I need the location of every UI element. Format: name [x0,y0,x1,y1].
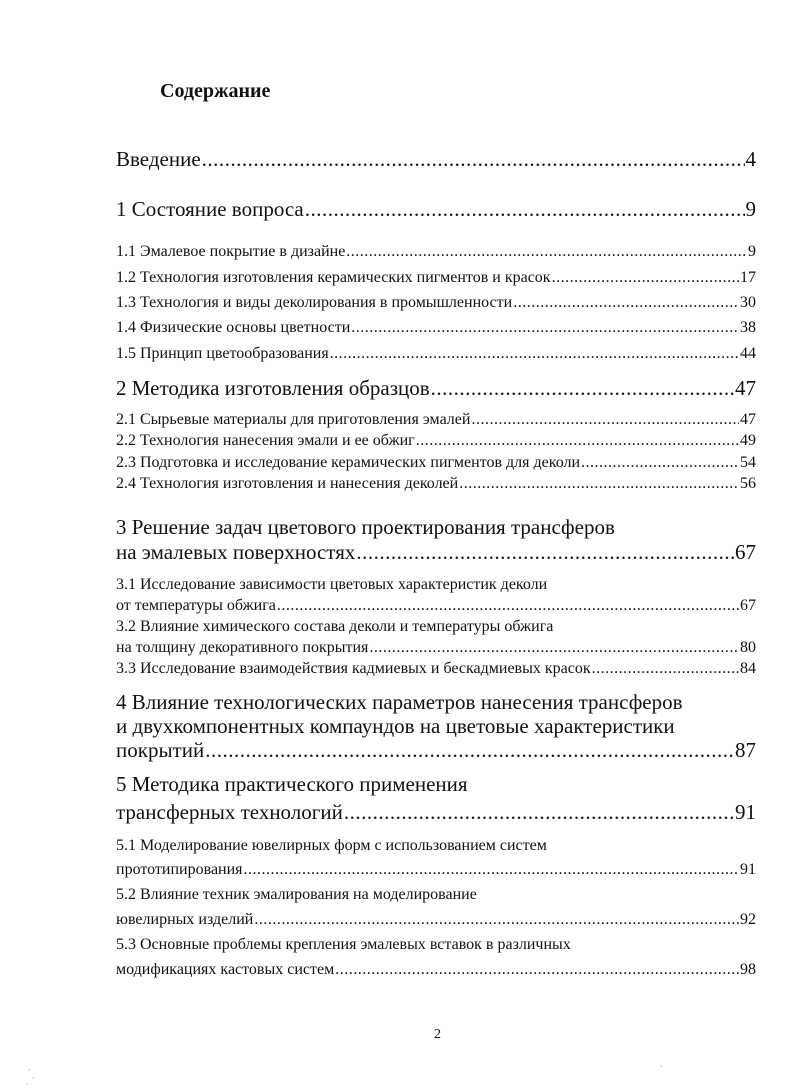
toc-entry-line: 5.3 Основные проблемы крепления эмалевых вставок в различных [116,936,571,953]
leader-dots [244,862,739,878]
toc-entry: 1 Состояние вопроса ..... 9 [116,199,756,220]
toc-entry-line: 3.2 Влияние химического состава деколи и температуры обжига [116,618,554,635]
toc-entry: 1.2 Технология изготовления керамических пигментов и красок ..... 17 [116,270,756,286]
leader-dots [305,199,745,220]
leader-dots [205,740,734,761]
toc-entry: модификациях кастовых систем ..... 98 [116,962,756,978]
scan-speck: · [26,1080,29,1089]
toc-entry: 1.4 Физические основы цветности ..... 38 [116,320,756,336]
toc-entry: Введение ..... 4 [116,149,756,170]
toc-entry: 3.3 Исследование взаимодействия кадмиевых и бескадмиевых красок ..... 84 [116,661,756,677]
leader-dots [581,455,739,471]
scan-speck: · [660,1062,663,1071]
leader-dots [277,598,739,614]
toc-entry: 2 Методика изготовления образцов ..... 47 [116,378,756,399]
toc-entry: 2.3 Подготовка и исследование керамических пигментов для деколи ..... 54 [116,455,756,471]
toc-entry: 1.3 Технология и виды деколирования в промышленности ..... 30 [116,295,756,311]
leader-dots [513,295,739,311]
leader-dots [346,244,747,260]
toc-entry: покрытий ..... 87 [116,740,756,761]
toc-entry: 2.1 Сырьевые материалы для приготовления эмалей ..... 47 [116,412,756,428]
toc-entry-line: 4 Влияние технологических параметров нанесения трансферов [116,690,683,714]
toc-entry: 1.5 Принцип цветообразования ..... 44 [116,346,756,362]
leader-dots [344,802,734,823]
toc-entry-line: 5.2 Влияние техник эмалирования на моделирование [116,886,477,903]
page-number: 2 [434,1027,441,1042]
toc-entry: 2.4 Технология изготовления и нанесения деколей ..... 56 [116,476,756,492]
toc-entry-line: 5.1 Моделирование ювелирных форм с использованием систем [116,837,547,854]
leader-dots [552,270,739,286]
toc-entry: от температуры обжига ..... 67 [116,598,756,614]
toc-entry-line: 3.1 Исследование зависимости цветовых характеристик деколи [116,576,548,593]
leader-dots [431,378,734,399]
scan-speck: · [28,1066,31,1075]
leader-dots [351,320,739,336]
toc-entry: трансферных технологий ..... 91 [116,802,756,823]
scan-speck: · [32,1074,35,1083]
toc-entry-line: 3 Решение задач цветового проектирования трансферов [116,515,615,539]
leader-dots [335,962,739,978]
leader-dots [592,661,739,677]
leader-dots [369,640,739,656]
toc-entry: ювелирных изделий ..... 92 [116,912,756,928]
leader-dots [416,433,739,449]
leader-dots [330,346,739,362]
toc-entry: прототипирования ..... 91 [116,862,756,878]
toc-entry: на эмалевых поверхностях ..... 67 [116,542,756,563]
toc-entry-line: и двухкомпонентных компаундов на цветовые характеристики [116,714,675,738]
toc-entry: 1.1 Эмалевое покрытие в дизайне ..... 9 [116,244,756,260]
leader-dots [471,412,739,428]
toc-entry-line: 5 Методика практического применения [116,772,468,796]
leader-dots [254,912,739,928]
leader-dots [202,149,745,170]
toc-entry: на толщину декоративного покрытия ..... 80 [116,640,756,656]
toc-title: Содержание [160,80,271,102]
toc-entry: 2.2 Технология нанесения эмали и ее обжиг ..... 49 [116,433,756,449]
leader-dots [459,476,739,492]
leader-dots [356,542,734,563]
